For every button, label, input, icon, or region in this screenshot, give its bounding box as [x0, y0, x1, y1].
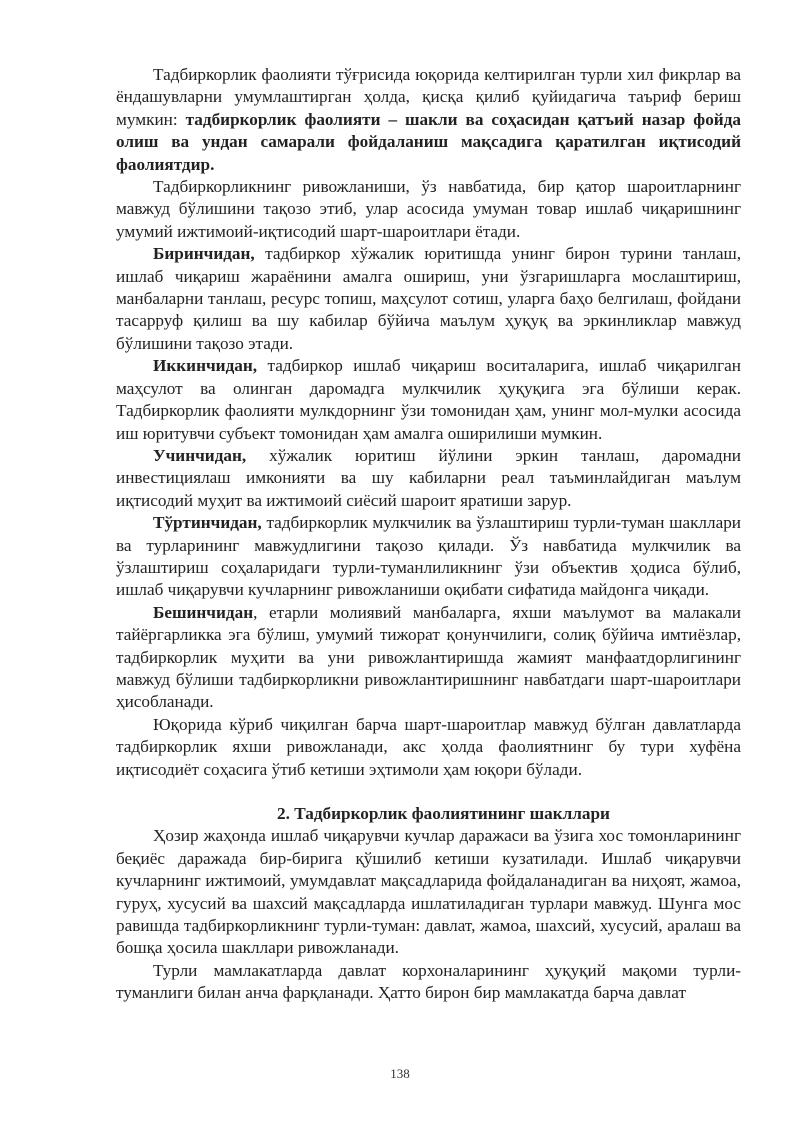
- paragraph-section-1: Ҳозир жаҳонда ишлаб чиқарувчи кучлар даражаси ва ўзига хос томонларининг беқиёс даражада бир-бирига қўшилиб кетиши кузатилади. Ишлаб чиқарувчи кучларнинг ижтимоий, умумдавлат мақсадларида фойдаланадиган ва ниҳоят, жамоа, гуруҳ, хусусий ва шахсий мақсадларда ишлатиладиган турлари мавжуд. Шунга мос равишда тадбиркорликнинг турли-туман: давлат, жамоа, шахсий, хусусий, аралаш ва бошқа ҳосила шакллари ривожланади.: [116, 826, 741, 958]
- paragraph-fourth: [116, 512, 741, 602]
- paragraph-second: [116, 355, 741, 445]
- page-number: 138: [390, 1066, 410, 1081]
- paragraph-definition: [116, 64, 741, 176]
- paragraph-conclusion: [116, 714, 741, 781]
- paragraph-text: Юқорида кўриб чиқилган барча шарт-шароитлар мавжуд бўлган давлатларда тадбиркорлик яхши ривожланади, акс ҳолда фаолиятнинг бу тури хуфёна иқтисодиёт соҳасига ўтиб кетиши эҳтимоли ҳам юқори бўлади.: [116, 714, 741, 779]
- lead-word: Бешинчидан: [153, 602, 254, 622]
- paragraph-third: [116, 445, 741, 512]
- section-heading: 2. Тадбиркорлик фаолиятининг шакллари: [277, 804, 610, 823]
- lead-word: Тўртинчидан,: [153, 513, 262, 533]
- paragraph-first: [116, 243, 741, 355]
- paragraph-conditions: [116, 176, 741, 243]
- lead-word: Учинчидан,: [153, 445, 247, 465]
- paragraph-text: тадбиркор хўжалик юритишда унинг бирон турини танлаш, ишлаб чиқариш жараёнини амалга ошириш, уни ўзгаришларга мослаштириш, манбаларни танлаш, ресурс топиш, маҳсулот сотиш, уларга баҳо белгилаш, фойдани тасарруф қилиш ва шу кабилар бўйича маълум ҳуқуқ ва эркинликлар мавжуд бўлишини тақозо этади.: [116, 244, 741, 353]
- paragraph-text: Тадбиркорликнинг ривожланиши, ўз навбатида, бир қатор шароитларнинг мавжуд бўлишини тақозо этиб, улар асосида умуман товар ишлаб чиқаришнинг умумий ижтимоий-иқтисодий шарт-шароитлари ётади.: [116, 177, 741, 241]
- paragraph-text: тадбиркор ишлаб чиқариш воситаларига, ишлаб чиқарилган маҳсулот ва олинган даромадга мулкчилик ҳуқуқига эга бўлиши керак. Тадбиркорлик фаолияти мулкдорнинг ўзи томонидан ҳам, унинг мол-мулки асосида иш юритувчи субъект томонидан ҳам амалга оширилиши мумкин.: [116, 356, 741, 443]
- lead-word: Биринчидан,: [153, 244, 255, 264]
- paragraph-fifth: [116, 602, 741, 714]
- lead-word: Иккинчидан,: [153, 356, 258, 376]
- paragraph-text: хўжалик юритиш йўлини эркин танлаш, даромадни инвестициялаш имконияти ва шу кабиларни реал таъминлайдиган маълум иқтисодий муҳит ва ижтимоий сиёсий шароит яратиши зарур.: [116, 445, 741, 510]
- document-page: [116, 64, 741, 1005]
- paragraph-text: тадбиркорлик мулкчилик ва ўзлаштириш турли-туман шакллари ва турларининг мавжудлигини тақозо қилади. Ўз навбатида мулкчилик ва ўзлаштириш соҳаларидаги турли-туманлиликнинг ўзи объектив ҳодиса бўлиб, ишлаб чиқарувчи кучларнинг ривожланиши оқибати сифатида майдонга чиқади.: [116, 513, 741, 600]
- paragraph-section-2: Турли мамлакатларда давлат корхоналарининг ҳуқуқий мақоми турли-туманлиги билан анча фарқланади. Ҳатто бирон бир мамлакатда барча давлат: [116, 960, 741, 1003]
- definition-bold-text: тадбиркорлик фаолияти – шакли ва соҳасидан қатъий назар фойда олиш ва ундан самарали фойдаланиш мақсадига қаратилган иқтисодий фаолиятдир.: [116, 109, 741, 174]
- paragraph-text: , етарли молиявий манбаларга, яхши маълумот ва малакали тайёргарликка эга бўлиш, умумий тижорат қонунчилиги, солиқ бўйича имтиёзлар, тадбиркорлик муҳити ва уни ривожлантиришда жамият манфаатдорлигининг мавжуд бўлиши тадбиркорликни ривожлантиришнинг навбатдаги шарт-шароитлари ҳисобланади.: [116, 602, 741, 712]
- paragraph-text: Тадбиркорлик фаолияти тўғрисида юқорида келтирилган турли хил фикрлар ва ёндашувларни умумлаштирган ҳолда, қисқа қилиб қуйидагича таъриф бериш мумкин:: [116, 65, 741, 129]
